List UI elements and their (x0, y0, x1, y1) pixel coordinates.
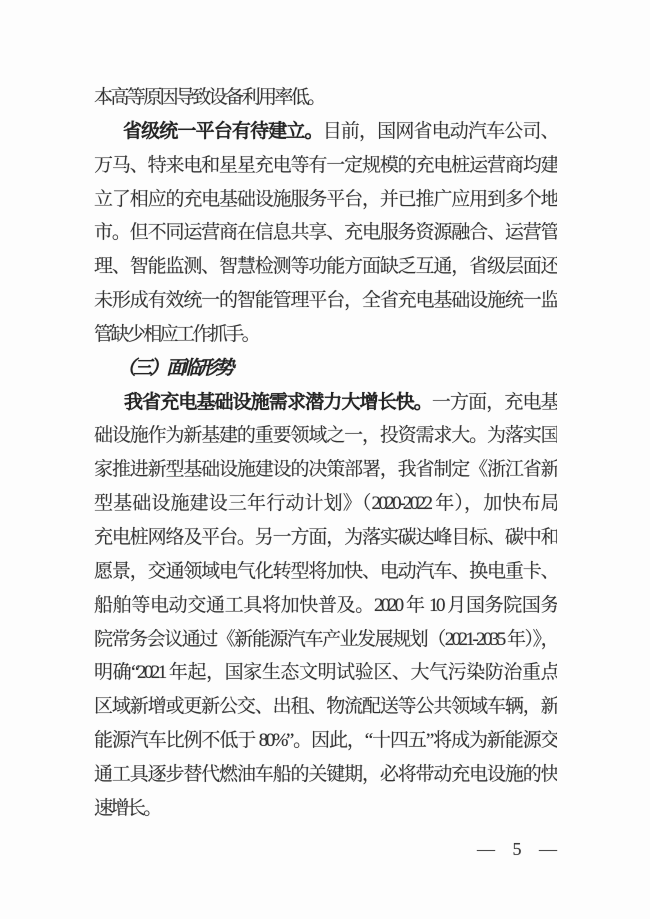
text-line (94, 216, 557, 250)
text-line (94, 453, 557, 487)
text-line (94, 419, 557, 453)
text-line (94, 521, 557, 555)
text-segment: 础设施作为新基建的重要领域之一，投资需求大。为落实国 (94, 425, 557, 447)
text-line (94, 555, 557, 589)
text-segment: 船舶等电动交通工具将加快普及。2020 年 10 月国务院国务 (94, 594, 557, 616)
text-segment: 充电桩网络及平台。另一方面，为落实碳达峰目标、碳中和 (94, 526, 557, 548)
text-line (94, 690, 557, 724)
text-line (94, 623, 557, 657)
text-segment: 院常务会议通过《新能源汽车产业发展规划（2021-2035 年）》， (94, 628, 557, 650)
text-segment: 我省充电基础设施需求潜力大增长快。 (124, 391, 432, 413)
text-segment: 能源汽车比例不低于 80%”。因此，“十四五”将成为新能源交 (94, 730, 557, 752)
text-line (94, 250, 557, 284)
text-segment: 家推进新型基础设施建设的决策部署，我省制定《浙江省新 (94, 459, 557, 481)
text-line (94, 656, 557, 690)
text-segment: 区域新增或更新公交、出租、物流配送等公共领域车辆，新 (94, 696, 557, 718)
text-segment: 目前，国网省电动汽车公司、 (322, 120, 557, 142)
text-segment: 型基础设施建设三年行动计划》（2020-2022 年），加快布局 (94, 493, 557, 515)
text-segment: 立了相应的充电基础设施服务平台，并已推广应用到多个地 (94, 188, 557, 210)
section-heading-text: （三）面临形势 (117, 357, 232, 379)
text-segment: 速增长。 (94, 797, 160, 819)
text-line (94, 81, 557, 115)
page-text-block (94, 81, 557, 826)
text-segment: 管缺少相应工作抓手。 (94, 323, 259, 345)
text-segment: 本高等原因导致设备利用率低。 (94, 87, 324, 108)
text-line (94, 589, 557, 623)
text-line (94, 149, 557, 183)
text-segment: 明确“2021 年起，国家生态文明试验区、大气污染防治重点 (94, 662, 557, 684)
page-number: — 5 — (477, 839, 557, 859)
text-line (94, 792, 557, 826)
text-segment: 未形成有效统一的智能管理平台，全省充电基础设施统一监 (94, 290, 557, 312)
text-segment: 市。但不同运营商在信息共享、充电服务资源融合、运营管 (94, 222, 557, 244)
text-line (94, 183, 557, 217)
text-line (94, 487, 557, 521)
text-segment: 一方面，充电基 (431, 391, 557, 413)
text-line (94, 318, 557, 352)
text-segment: 愿景，交通领域电气化转型将加快、电动汽车、换电重卡、 (94, 560, 557, 582)
text-segment: 省级统一平台有待建立。 (123, 120, 323, 142)
text-segment: 通工具逐步替代燃油车船的关键期，必将带动充电设施的快 (94, 763, 557, 785)
text-line (94, 386, 557, 420)
text-line (94, 758, 557, 792)
text-line (94, 284, 557, 318)
text-line (94, 352, 557, 386)
text-line (94, 115, 557, 149)
text-segment: 万马、特来电和星星充电等有一定规模的充电桩运营商均建 (94, 154, 557, 176)
text-line (94, 724, 557, 758)
text-segment: 理、智能监测、智慧检测等功能方面缺乏互通，省级层面还 (94, 256, 557, 278)
